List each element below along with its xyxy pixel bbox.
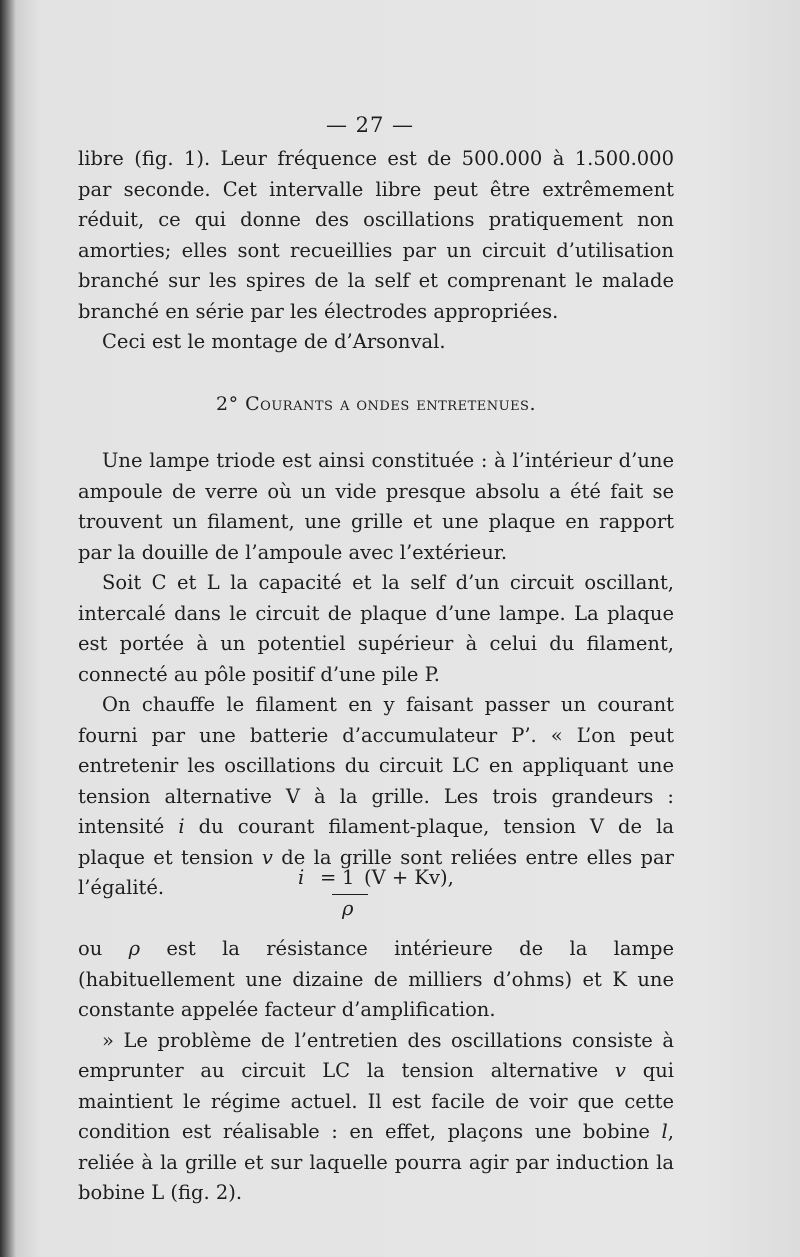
math-var: i xyxy=(178,815,185,838)
formula-equals: = xyxy=(320,866,337,889)
formula xyxy=(290,866,490,926)
math-var: l xyxy=(661,1120,668,1143)
text-run: ou xyxy=(78,937,129,960)
section-title: Courants a ondes entretenues. xyxy=(245,393,537,415)
paragraph xyxy=(78,934,674,1026)
paragraph: Une lampe triode est ainsi constituée : à l’intérieur d’une ampoule de verre où un vide presque absolu a été fait se trouvent un filament, une grille et une plaque en rapport par la douille de l’ampoule avec l’extérieur. xyxy=(78,449,674,564)
formula-denominator: ρ xyxy=(342,897,354,920)
text-run: » Le problème de l’entretien des oscillations consiste à emprunter au circuit LC la tension alternative xyxy=(78,1028,674,1082)
page-number: — 27 — xyxy=(325,113,415,137)
math-var: v xyxy=(261,845,273,869)
section-number: 2° xyxy=(215,393,239,415)
math-var: v xyxy=(614,1059,626,1082)
section-heading xyxy=(78,393,674,415)
text-run: de la grille sont reliées entre elles par l’égalité. xyxy=(78,845,674,899)
paragraph: libre (fig. 1). Leur fréquence est de 500.000 à 1.500.000 par seconde. Cet intervalle libre peut être extrêmement réduit, ce qui donne des oscillations pratiquement non amorties; elles sont recueillies par un circuit d’utilisation branché sur les spires de la self et comprenant le malade branché en série par les électrodes appropriées. xyxy=(78,147,674,323)
paragraph xyxy=(78,1026,674,1209)
text-run: est la résistance intérieure de la lampe (habituellement une dizaine de milliers d’ohms) et K une constante appelée facteur d’amplification. xyxy=(78,937,674,1021)
text-run: du courant filament-plaque, tension V de la plaque et tension xyxy=(78,815,674,869)
formula-numerator: 1 xyxy=(342,866,355,889)
fraction-bar xyxy=(332,894,368,895)
formula-expression: (V + Kv), xyxy=(364,866,454,889)
text-block-1 xyxy=(78,144,674,358)
text-run: On chauffe le filament en y faisant passer un courant fourni par une batterie d’accumulateur P’. « L’on peut entretenir les oscillations du circuit LC en appliquant une tension alternative V à la grille. Les trois grandeurs : intensité xyxy=(78,693,674,838)
text-block-2 xyxy=(78,446,674,904)
text-run: qui maintient le régime actuel. Il est facile de voir que cette condition est réalisable : en effet, plaçons une bobine xyxy=(78,1059,674,1143)
text-run: , reliée à la grille et sur laquelle pourra agir par induction la bobine L (fig. 2). xyxy=(78,1120,674,1204)
paragraph: Ceci est le montage de d’Arsonval. xyxy=(102,330,446,353)
formula-lhs: i xyxy=(298,866,305,889)
text-block-3 xyxy=(78,934,674,1209)
math-var: ρ xyxy=(128,937,141,960)
paragraph: Soit C et L la capacité et la self d’un circuit oscillant, intercalé dans le circuit de plaque d’une lampe. La plaque est portée à un potentiel supérieur à celui du filament, connecté au pôle positif d’une pile P. xyxy=(78,571,674,686)
